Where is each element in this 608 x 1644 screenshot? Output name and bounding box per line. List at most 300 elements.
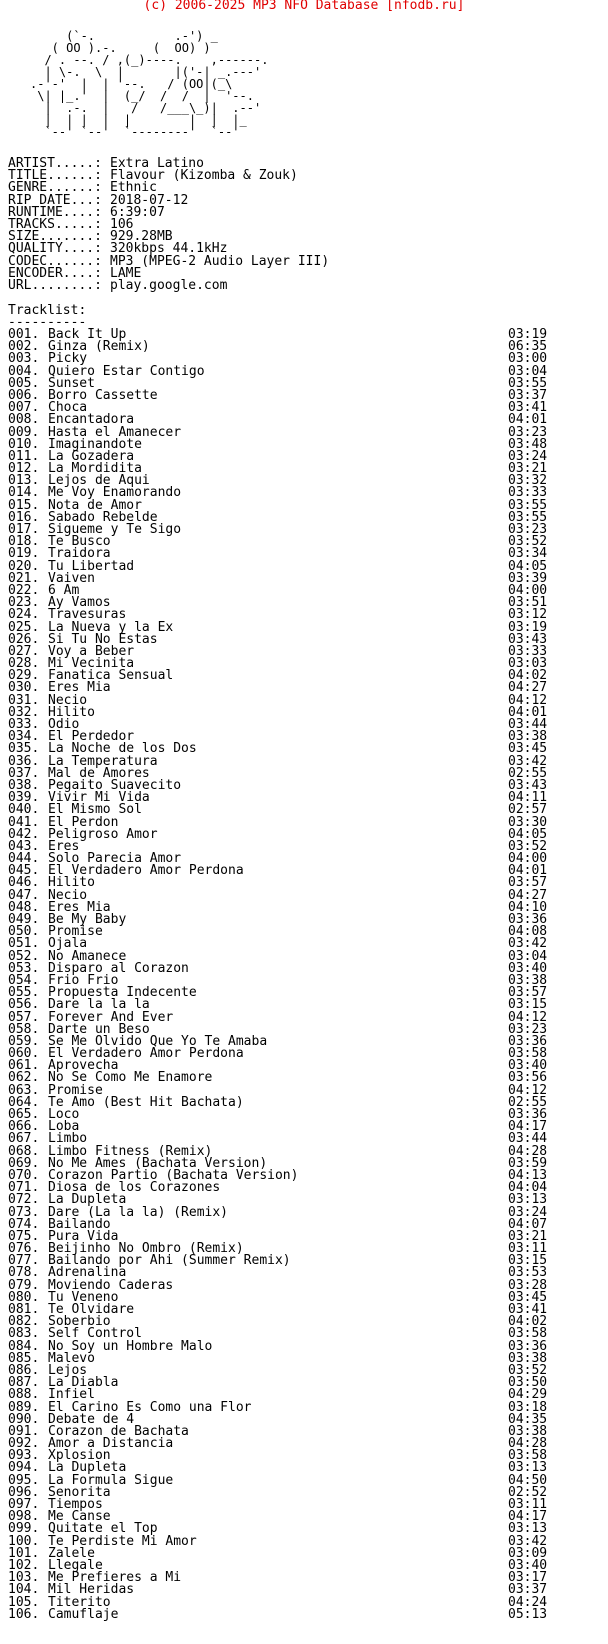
track-num: 019. (8, 546, 40, 562)
track-time: 03:42 (508, 753, 548, 769)
track-title: Te Perdiste Mi Amor (48, 1533, 197, 1549)
tracklist-divider: ---------- (8, 315, 87, 330)
track-time: 04:35 (508, 1411, 548, 1427)
track-num: 106. (8, 1606, 40, 1622)
track-title: Promise (48, 1082, 103, 1098)
track-time: 03:24 (508, 1204, 548, 1220)
track-title: Necio (48, 887, 88, 903)
track-num: 026. (8, 631, 40, 647)
track-time: 03:36 (508, 1107, 548, 1122)
track-num: 060. (8, 1046, 40, 1062)
track-row (8, 682, 548, 694)
track-time: 03:55 (508, 509, 548, 525)
track-time: 03:44 (508, 717, 548, 732)
track-num: 095. (8, 1472, 40, 1488)
track-title: Traidora (48, 546, 111, 562)
nfodb-header-link[interactable]: (c) 2006-2025 MP3 NFO Database [nfodb.ru] (143, 0, 465, 13)
track-time: 03:55 (508, 375, 548, 391)
track-num: 033. (8, 717, 40, 732)
track-num: 039. (8, 790, 40, 806)
track-title: La Diabla (48, 1375, 119, 1391)
track-title: Limbo (48, 1131, 88, 1147)
track-num: 098. (8, 1509, 40, 1525)
track-num: 003. (8, 351, 40, 367)
info-value: play.google.com (110, 277, 228, 293)
info-value: Extra Latino (110, 156, 204, 171)
track-time: 04:17 (508, 1119, 548, 1135)
track-time: 03:58 (508, 1448, 548, 1464)
info-value: 929.28MB (110, 229, 173, 245)
track-time: 03:00 (508, 351, 548, 367)
track-title: Lejos (48, 1362, 88, 1378)
track-num: 058. (8, 1021, 40, 1037)
track-row (8, 570, 548, 586)
track-title: Si Tu No Estas (48, 631, 158, 647)
track-row (8, 1121, 548, 1133)
track-title: Be My Baby (48, 912, 127, 927)
info-key: ENCODER....: (8, 265, 102, 281)
track-title: Odio (48, 717, 80, 732)
track-title: Malevo (48, 1350, 95, 1366)
track-time: 03:40 (508, 1557, 548, 1573)
tracklist (8, 329, 548, 1621)
track-num: 065. (8, 1107, 40, 1122)
track-time: 03:36 (508, 1338, 548, 1354)
track-time: 03:36 (508, 912, 548, 927)
track-time: 03:12 (508, 607, 548, 623)
track-title: Infiel (48, 1387, 95, 1403)
track-title: Limbo Fitness (Remix) (48, 1143, 213, 1159)
track-num: 056. (8, 997, 40, 1013)
track-title: No Amanece (48, 948, 127, 964)
track-title: El Carino Es Como una Flor (48, 1399, 252, 1415)
track-title: Bailando por Ahi (Summer Remix) (48, 1253, 291, 1269)
track-time: 04:05 (508, 826, 548, 842)
track-time: 04:01 (508, 412, 548, 428)
track-title: La Gozadera (48, 448, 135, 464)
track-num: 050. (8, 924, 40, 940)
track-title: Disparo al Corazon (48, 960, 189, 976)
info-key: GENRE......: (8, 180, 102, 196)
release-info (8, 158, 329, 292)
info-key: TRACKS.....: (8, 216, 102, 232)
tracklist-heading: Tracklist: (8, 303, 87, 318)
track-num: 014. (8, 485, 40, 501)
track-num: 063. (8, 1082, 40, 1098)
track-title: El Mismo Sol (48, 802, 142, 818)
track-time: 05:13 (508, 1606, 548, 1622)
track-title: Dare la la la (48, 997, 150, 1013)
track-time: 03:45 (508, 741, 548, 757)
track-time: 03:09 (508, 1545, 548, 1561)
track-time: 04:24 (508, 1594, 548, 1610)
track-time: 04:12 (508, 1082, 548, 1098)
track-title: Back It Up (48, 327, 127, 342)
track-title: Me Canse (48, 1509, 111, 1525)
track-title: Diosa de los Corazones (48, 1180, 221, 1196)
track-num: 035. (8, 741, 40, 757)
info-key: RIP DATE...: (8, 192, 102, 208)
track-num: 067. (8, 1131, 40, 1147)
track-title: Quiero Estar Contigo (48, 363, 205, 379)
info-value: 2018-07-12 (110, 192, 189, 208)
track-title: Te Olvidare (48, 1302, 135, 1317)
track-time: 03:23 (508, 1021, 548, 1037)
track-time: 03:19 (508, 327, 548, 342)
track-time: 04:05 (508, 558, 548, 574)
track-title: Picky (48, 351, 88, 367)
track-num: 047. (8, 887, 40, 903)
track-time: 03:52 (508, 1362, 548, 1378)
track-time: 03:11 (508, 1497, 548, 1512)
track-time: 04:01 (508, 863, 548, 879)
track-title: Ojala (48, 936, 88, 952)
track-time: 03:37 (508, 387, 548, 403)
track-title: El Perdon (48, 814, 119, 830)
track-time: 04:07 (508, 1216, 548, 1232)
track-title: Choca (48, 400, 88, 416)
track-title: Mal de Amores (48, 765, 150, 781)
track-num: 036. (8, 753, 40, 769)
track-time: 03:38 (508, 1350, 548, 1366)
track-title: Eres (48, 838, 80, 854)
info-key: ARTIST.....: (8, 156, 102, 171)
track-title: Necio (48, 692, 88, 708)
track-time: 03:48 (508, 436, 548, 452)
track-time: 04:13 (508, 1167, 548, 1183)
track-num: 074. (8, 1216, 40, 1232)
track-time: 02:55 (508, 1094, 548, 1110)
track-time: 03:13 (508, 1521, 548, 1537)
info-value: Flavour (Kizomba & Zouk) (110, 168, 298, 184)
track-num: 020. (8, 558, 40, 574)
track-time: 03:39 (508, 570, 548, 586)
track-time: 04:08 (508, 924, 548, 940)
track-time: 03:58 (508, 1046, 548, 1062)
track-title: Me Prefieres a Mi (48, 1570, 182, 1586)
track-num: 064. (8, 1094, 40, 1110)
track-time: 03:52 (508, 534, 548, 550)
track-row (8, 877, 548, 889)
track-title: La Noche de los Dos (48, 741, 197, 757)
track-num: 022. (8, 582, 40, 598)
track-time: 03:57 (508, 985, 548, 1001)
track-num: 025. (8, 619, 40, 635)
track-num: 096. (8, 1484, 40, 1500)
track-num: 046. (8, 875, 40, 891)
track-title: Frio Frio (48, 972, 119, 988)
info-row (8, 277, 329, 293)
track-num: 072. (8, 1192, 40, 1208)
track-row (8, 1350, 548, 1366)
track-title: El Perdedor (48, 729, 135, 745)
track-title: Hilito (48, 704, 95, 720)
track-num: 024. (8, 607, 40, 623)
track-title: Ginza (Remix) (48, 339, 150, 355)
track-title: Me Voy Enamorando (48, 485, 182, 501)
track-title: Dare (La la la) (Remix) (48, 1204, 229, 1220)
track-num: 061. (8, 1058, 40, 1074)
track-title: Debate de 4 (48, 1411, 135, 1427)
track-num: 038. (8, 777, 40, 793)
track-title: Lejos de Aqui (48, 473, 150, 489)
track-num: 048. (8, 899, 40, 915)
track-title: El Verdadero Amor Perdona (48, 1046, 244, 1062)
track-num: 009. (8, 424, 40, 440)
track-title: No Me Ames (Bachata Version) (48, 1155, 268, 1171)
track-time: 03:42 (508, 936, 548, 952)
track-time: 03:37 (508, 1582, 548, 1598)
track-num: 013. (8, 473, 40, 489)
track-title: Fanatica Sensual (48, 668, 174, 684)
info-value: 106 (110, 216, 134, 232)
track-num: 027. (8, 643, 40, 659)
track-title: Travesuras (48, 607, 127, 623)
track-time: 03:19 (508, 619, 548, 635)
track-num: 049. (8, 912, 40, 927)
track-title: Hasta el Amanecer (48, 424, 182, 440)
track-num: 091. (8, 1423, 40, 1439)
track-time: 03:15 (508, 1253, 548, 1269)
track-num: 037. (8, 765, 40, 781)
track-num: 059. (8, 1033, 40, 1049)
track-num: 044. (8, 851, 40, 867)
track-time: 03:33 (508, 643, 548, 659)
track-num: 077. (8, 1253, 40, 1269)
track-num: 084. (8, 1338, 40, 1354)
track-num: 082. (8, 1314, 40, 1330)
track-num: 092. (8, 1436, 40, 1452)
info-key: TITLE......: (8, 168, 102, 184)
track-time: 03:44 (508, 1131, 548, 1147)
track-title: La Formula Sigue (48, 1472, 174, 1488)
track-num: 012. (8, 461, 40, 477)
track-num: 043. (8, 838, 40, 854)
track-time: 04:02 (508, 1314, 548, 1330)
track-title: La Temperatura (48, 753, 158, 769)
track-time: 02:57 (508, 802, 548, 818)
track-title: Sabado Rebelde (48, 509, 158, 525)
track-row (8, 1109, 548, 1121)
track-time: 03:57 (508, 875, 548, 891)
track-title: Promise (48, 924, 103, 940)
track-time: 03:30 (508, 814, 548, 830)
track-time: 03:59 (508, 1155, 548, 1171)
track-title: No Soy un Hombre Malo (48, 1338, 213, 1354)
track-time: 03:50 (508, 1375, 548, 1391)
track-num: 007. (8, 400, 40, 416)
track-num: 066. (8, 1119, 40, 1135)
track-num: 023. (8, 595, 40, 611)
track-row (8, 926, 548, 938)
track-num: 105. (8, 1594, 40, 1610)
track-title: Te Busco (48, 534, 111, 550)
track-num: 094. (8, 1460, 40, 1476)
track-num: 071. (8, 1180, 40, 1196)
track-num: 076. (8, 1241, 40, 1257)
track-num: 070. (8, 1167, 40, 1183)
track-num: 006. (8, 387, 40, 403)
track-time: 03:13 (508, 1192, 548, 1208)
track-title: Vaiven (48, 570, 95, 586)
track-num: 051. (8, 936, 40, 952)
track-title: Tu Libertad (48, 558, 135, 574)
track-time: 04:27 (508, 887, 548, 903)
track-title: Forever And Ever (48, 1009, 174, 1025)
track-time: 03:15 (508, 997, 548, 1013)
track-time: 03:38 (508, 1423, 548, 1439)
track-time: 03:51 (508, 595, 548, 611)
track-time: 03:36 (508, 1033, 548, 1049)
track-title: Voy a Beber (48, 643, 135, 659)
info-value: 6:39:07 (110, 204, 165, 220)
track-title: Adrenalina (48, 1265, 127, 1281)
track-title: Eres Mia (48, 680, 111, 696)
track-time: 03:23 (508, 522, 548, 537)
track-time: 03:24 (508, 448, 548, 464)
track-title: Soberbio (48, 1314, 111, 1330)
track-time: 03:21 (508, 461, 548, 477)
track-title: Pura Vida (48, 1228, 119, 1244)
track-time: 04:28 (508, 1143, 548, 1159)
track-title: Beijinho No Ombro (Remix) (48, 1241, 244, 1257)
track-time: 03:34 (508, 546, 548, 562)
track-title: Moviendo Caderas (48, 1277, 174, 1293)
track-num: 089. (8, 1399, 40, 1415)
track-title: Corazon de Bachata (48, 1423, 189, 1439)
track-time: 04:04 (508, 1180, 548, 1196)
track-title: Tiempos (48, 1497, 103, 1512)
track-time: 04:11 (508, 790, 548, 806)
track-num: 008. (8, 412, 40, 428)
track-num: 104. (8, 1582, 40, 1598)
track-num: 001. (8, 327, 40, 342)
track-time: 03:52 (508, 838, 548, 854)
track-num: 018. (8, 534, 40, 550)
track-num: 085. (8, 1350, 40, 1366)
track-num: 068. (8, 1143, 40, 1159)
track-num: 002. (8, 339, 40, 355)
track-num: 011. (8, 448, 40, 464)
track-row (8, 1606, 548, 1622)
track-title: Aprovecha (48, 1058, 119, 1074)
track-title: Mi Vecinita (48, 656, 135, 672)
track-time: 04:01 (508, 704, 548, 720)
track-time: 04:02 (508, 668, 548, 684)
track-num: 034. (8, 729, 40, 745)
info-value: MP3 (MPEG-2 Audio Layer III) (110, 253, 330, 269)
track-time: 03:40 (508, 1058, 548, 1074)
track-title: Senorita (48, 1484, 111, 1500)
track-num: 016. (8, 509, 40, 525)
track-num: 054. (8, 972, 40, 988)
track-num: 021. (8, 570, 40, 586)
track-num: 015. (8, 497, 40, 513)
track-num: 083. (8, 1326, 40, 1342)
track-num: 099. (8, 1521, 40, 1537)
track-time: 03:04 (508, 363, 548, 379)
track-time: 03:33 (508, 485, 548, 501)
track-title: Xplosion (48, 1448, 111, 1464)
track-time: 03:42 (508, 1533, 548, 1549)
track-title: Te Amo (Best Hit Bachata) (48, 1094, 244, 1110)
track-title: La Nueva y la Ex (48, 619, 174, 635)
info-key: CODEC......: (8, 253, 102, 269)
track-title: Mil Heridas (48, 1582, 135, 1598)
track-num: 075. (8, 1228, 40, 1244)
track-row (8, 826, 548, 842)
track-num: 088. (8, 1387, 40, 1403)
track-time: 03:13 (508, 1460, 548, 1476)
track-num: 005. (8, 375, 40, 391)
track-time: 04:50 (508, 1472, 548, 1488)
track-num: 078. (8, 1265, 40, 1281)
track-time: 04:00 (508, 582, 548, 598)
track-title: 6 Am (48, 582, 80, 598)
track-num: 031. (8, 692, 40, 708)
track-time: 03:41 (508, 1302, 548, 1317)
track-time: 02:52 (508, 1484, 548, 1500)
info-key: SIZE.......: (8, 229, 102, 245)
track-time: 03:11 (508, 1241, 548, 1257)
track-num: 093. (8, 1448, 40, 1464)
track-title: Sunset (48, 375, 95, 391)
track-num: 042. (8, 826, 40, 842)
track-num: 045. (8, 863, 40, 879)
track-title: Darte un Beso (48, 1021, 150, 1037)
track-num: 004. (8, 363, 40, 379)
track-row (8, 1094, 548, 1110)
track-title: El Verdadero Amor Perdona (48, 863, 244, 879)
track-time: 04:27 (508, 680, 548, 696)
info-key: RUNTIME....: (8, 204, 102, 220)
track-title: Loba (48, 1119, 80, 1135)
track-title: Loco (48, 1107, 80, 1122)
track-title: Hilito (48, 875, 95, 891)
track-num: 057. (8, 1009, 40, 1025)
info-value: Ethnic (110, 180, 157, 196)
track-num: 029. (8, 668, 40, 684)
track-num: 030. (8, 680, 40, 696)
track-time: 06:35 (508, 339, 548, 355)
track-time: 04:12 (508, 1009, 548, 1025)
info-key: URL........: (8, 277, 102, 293)
track-title: Propuesta Indecente (48, 985, 197, 1001)
track-num: 073. (8, 1204, 40, 1220)
track-time: 03:38 (508, 972, 548, 988)
info-key: QUALITY....: (8, 241, 102, 257)
track-time: 03:43 (508, 631, 548, 647)
track-time: 03:28 (508, 1277, 548, 1293)
track-time: 03:21 (508, 1228, 548, 1244)
track-num: 041. (8, 814, 40, 830)
track-title: Camuflaje (48, 1606, 119, 1622)
track-title: Borro Cassette (48, 387, 158, 403)
info-value: 320kbps 44.1kHz (110, 241, 228, 257)
track-time: 02:55 (508, 765, 548, 781)
track-num: 079. (8, 1277, 40, 1293)
track-title: Nota de Amor (48, 497, 142, 513)
track-num: 052. (8, 948, 40, 964)
track-title: Corazon Partio (Bachata Version) (48, 1167, 299, 1183)
track-num: 086. (8, 1362, 40, 1378)
track-num: 087. (8, 1375, 40, 1391)
track-num: 100. (8, 1533, 40, 1549)
track-title: Self Control (48, 1326, 142, 1342)
track-title: Encantadora (48, 412, 135, 428)
track-title: Tu Veneno (48, 1289, 119, 1305)
track-title: La Mordidita (48, 461, 142, 477)
